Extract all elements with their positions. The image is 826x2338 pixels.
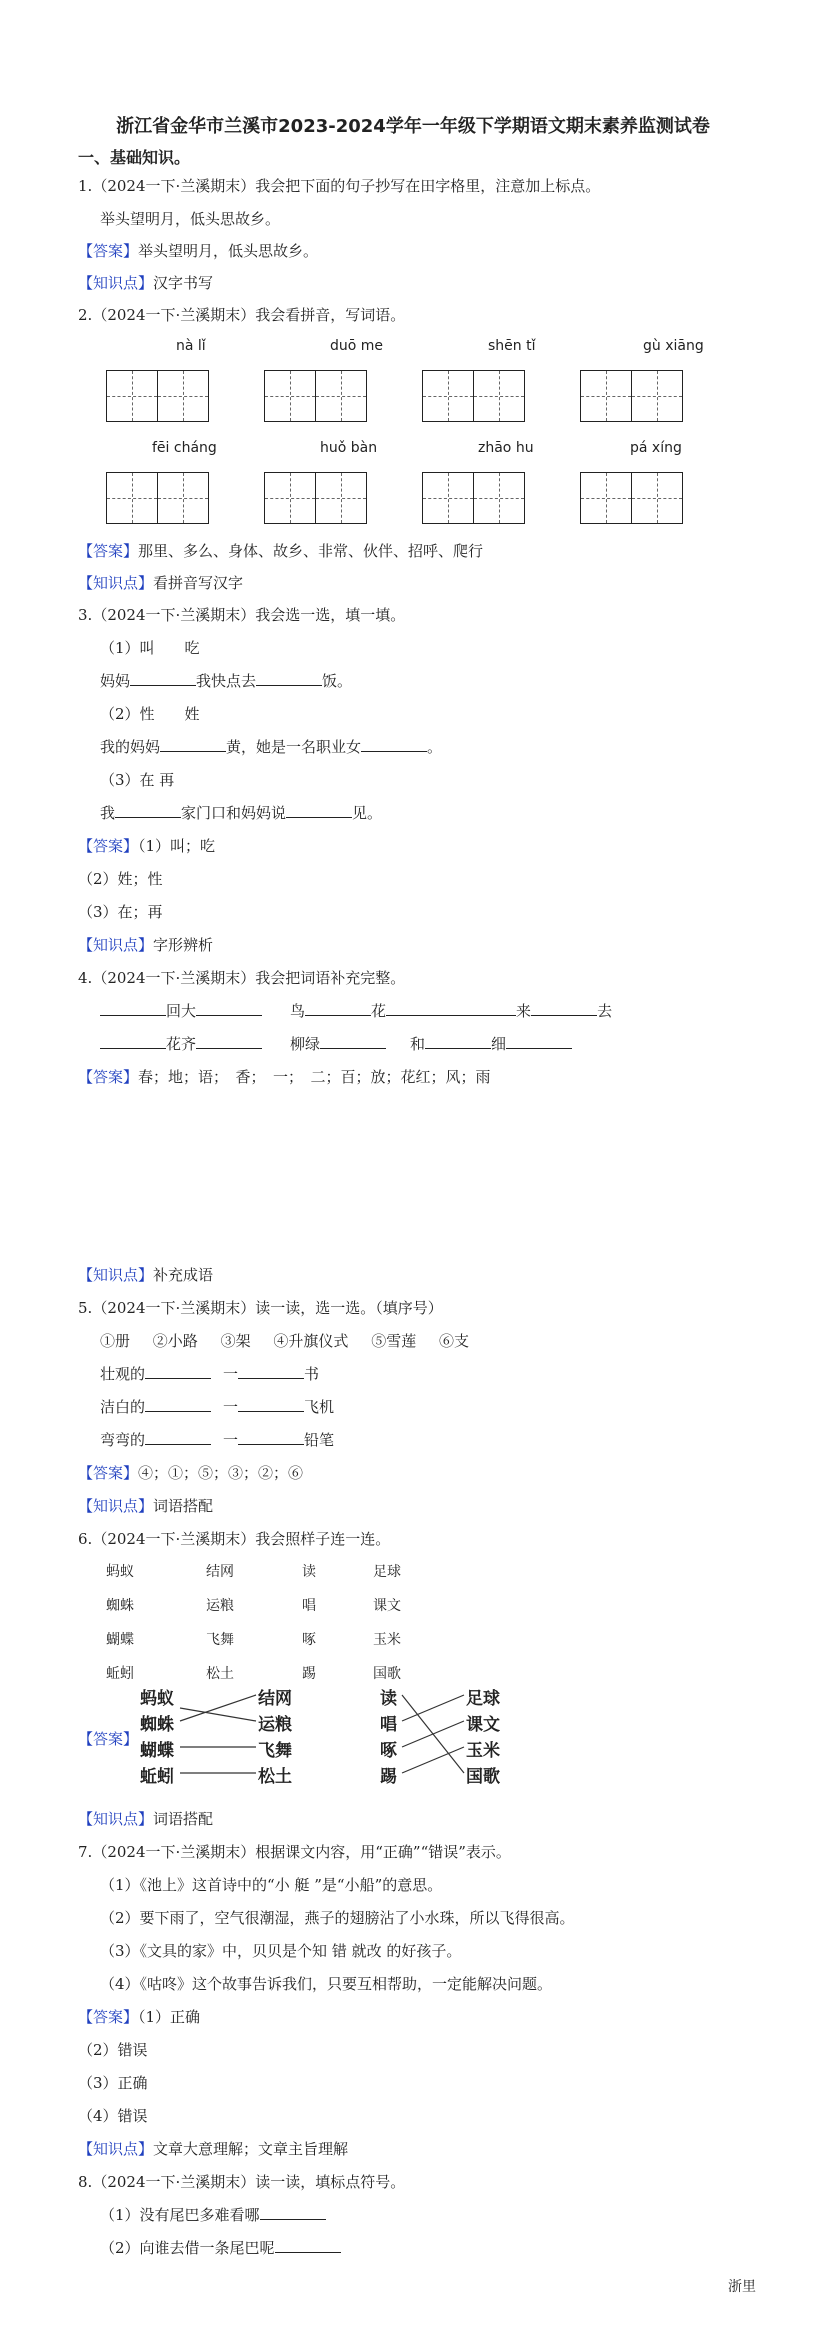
q6-word: 玉米	[373, 1632, 401, 1648]
question-number: 8.	[78, 2173, 93, 2191]
text: 一	[223, 1398, 239, 1416]
section-heading: 一、基础知识。	[78, 148, 191, 167]
knowledge-text: 补充成语	[153, 1266, 214, 1284]
pinyin: zhāo hu	[478, 440, 534, 456]
pinyin: duō me	[330, 338, 384, 354]
answer-text: 春；地；语； 香； 一； 二；百；放；花红；风；雨	[138, 1068, 491, 1086]
q7-answer-4: （4）错误	[78, 2107, 148, 2125]
match-word: 运粮	[258, 1715, 292, 1735]
knowledge-text: 词语搭配	[153, 1497, 214, 1515]
pinyin: nà lǐ	[176, 338, 206, 354]
match-line	[180, 1708, 256, 1721]
question-number: 4.	[78, 969, 93, 987]
q3-options-3: （3）在 再	[100, 771, 175, 789]
q6-word: 蚂蚁	[106, 1564, 134, 1580]
answer-text: 举头望明月，低头思故乡。	[138, 242, 319, 260]
q3-options-1: （1）叫 吃	[100, 639, 200, 657]
knowledge-text: 文章大意理解；文章主旨理解	[153, 2140, 349, 2158]
text: 细	[491, 1035, 507, 1053]
q7-item: （2）要下雨了，空气很潮湿，燕子的翅膀沾了小水珠，所以飞得很高。	[100, 1909, 575, 1927]
text: （1）没有尾巴多难看哪	[100, 2206, 260, 2224]
option: ③架	[220, 1332, 251, 1350]
q6-word: 蚯蚓	[106, 1666, 134, 1682]
fill-blank[interactable]	[275, 2238, 341, 2253]
answer-text: （1）正确	[138, 2008, 201, 2026]
q6-word: 足球	[373, 1564, 401, 1580]
text: 书	[304, 1365, 320, 1383]
answer-label: 【答案】	[78, 2008, 139, 2026]
answer-label: 【答案】	[78, 1730, 139, 1748]
answer-text: （1）叫；吃	[138, 837, 216, 855]
answer-text: 那里、多么、身体、故乡、非常、伙伴、招呼、爬行	[138, 542, 484, 560]
match-line	[402, 1721, 464, 1747]
knowledge-label: 【知识点】	[78, 1266, 154, 1284]
q6-word: 读	[302, 1564, 316, 1580]
question-text: （2024一下·兰溪期末）我会看拼音，写词语。	[92, 306, 406, 324]
answer-label: 【答案】	[78, 242, 139, 260]
text: 。	[427, 738, 443, 756]
question-number: 3.	[78, 606, 93, 624]
question-number: 1.	[78, 177, 93, 195]
knowledge-label: 【知识点】	[78, 1810, 154, 1828]
option: ①册	[100, 1332, 131, 1350]
text: 花齐	[166, 1035, 197, 1053]
match-word: 蚯蚓	[140, 1767, 174, 1787]
question-text: （2024一下·兰溪期末）我会把下面的句子抄写在田字格里，注意加上标点。	[92, 177, 601, 195]
text: 来	[516, 1002, 532, 1020]
match-word: 飞舞	[258, 1741, 292, 1761]
match-word: 足球	[466, 1689, 500, 1709]
page-footer: 浙里	[728, 2279, 756, 2295]
text: 回大	[166, 1002, 197, 1020]
answer-label: 【答案】	[78, 1068, 139, 1086]
question-text: （2024一下·兰溪期末）我会照样子连一连。	[92, 1530, 391, 1548]
question-7	[78, 1841, 511, 1862]
q6-word: 唱	[302, 1598, 316, 1614]
text: 花	[371, 1002, 387, 1020]
text: 和	[410, 1035, 426, 1053]
text: 我	[100, 804, 116, 822]
q3-answer-2: （2）姓；性	[78, 870, 163, 888]
match-word: 唱	[380, 1715, 397, 1735]
q8-item-1	[100, 2204, 326, 2225]
q6-word: 松土	[206, 1666, 234, 1682]
text: （2）向谁去借一条尾巴呢	[100, 2239, 275, 2257]
knowledge-label: 【知识点】	[78, 936, 154, 954]
match-word: 蚂蚁	[140, 1689, 174, 1709]
option: ②小路	[152, 1332, 198, 1350]
text: 铅笔	[304, 1431, 335, 1449]
question-text: （2024一下·兰溪期末）读一读，填标点符号。	[92, 2173, 406, 2191]
text: 弯弯的	[100, 1431, 146, 1449]
q7-answer-2: （2）错误	[78, 2041, 148, 2059]
text: 去	[597, 1002, 613, 1020]
q3-answer-3: （3）在；再	[78, 903, 163, 921]
pinyin: pá xíng	[630, 440, 682, 456]
q7-item: （4）《咕咚》这个故事告诉我们，只要互相帮助，一定能解决问题。	[100, 1975, 553, 1993]
page-title: 浙江省金华市兰溪市2023-2024学年一年级下学期语文期末素养监测试卷	[116, 116, 710, 137]
knowledge-label: 【知识点】	[78, 2140, 154, 2158]
q6-word: 啄	[302, 1632, 316, 1648]
q8-item-2	[100, 2237, 341, 2258]
text: 壮观的	[100, 1365, 146, 1383]
match-word: 国歌	[466, 1767, 500, 1787]
text: 我快点去	[196, 672, 257, 690]
option: ④升旗仪式	[273, 1332, 349, 1350]
answer-label: 【答案】	[78, 1464, 139, 1482]
q6-word: 国歌	[373, 1666, 401, 1682]
q6-word: 结网	[206, 1564, 234, 1580]
q6-word: 蝴蝶	[106, 1632, 134, 1648]
match-word: 蜘蛛	[140, 1715, 174, 1735]
q6-word: 飞舞	[206, 1632, 234, 1648]
q6-knowledge	[78, 1808, 213, 1829]
text: 飞机	[304, 1398, 335, 1416]
answer-text: ④；①；⑤；③；②；⑥	[138, 1464, 304, 1482]
match-word: 蝴蝶	[140, 1741, 174, 1761]
match-line	[180, 1695, 256, 1721]
answer-label: 【答案】	[78, 542, 139, 560]
knowledge-text: 词语搭配	[153, 1810, 214, 1828]
q7-answer-3: （3）正确	[78, 2074, 148, 2092]
text: 妈妈	[100, 672, 131, 690]
knowledge-label: 【知识点】	[78, 574, 154, 592]
match-word: 结网	[258, 1689, 292, 1709]
question-text: （2024一下·兰溪期末）我会选一选，填一填。	[92, 606, 406, 624]
pinyin: huǒ bàn	[320, 440, 378, 456]
match-word: 玉米	[466, 1741, 500, 1761]
knowledge-label: 【知识点】	[78, 1497, 154, 1515]
question-number: 6.	[78, 1530, 93, 1548]
knowledge-label: 【知识点】	[78, 274, 154, 292]
text: 家门口和妈妈说	[181, 804, 287, 822]
text: 见。	[352, 804, 383, 822]
text: 洁白的	[100, 1398, 146, 1416]
q7-knowledge	[78, 2138, 348, 2159]
fill-blank[interactable]	[260, 2205, 326, 2220]
q1-sentence: 举头望明月，低头思故乡。	[100, 210, 281, 228]
pinyin: fēi cháng	[152, 440, 217, 456]
pinyin: gù xiāng	[643, 338, 704, 354]
question-number: 2.	[78, 306, 93, 324]
q7-answer	[78, 2006, 200, 2027]
match-line	[402, 1695, 464, 1721]
text: 一	[223, 1365, 239, 1383]
text: 我的妈妈	[100, 738, 161, 756]
match-word: 课文	[466, 1715, 500, 1735]
q7-item: （1）《池上》这首诗中的“小 艇 ”是“小船”的意思。	[100, 1876, 443, 1894]
q7-item: （3）《文具的家》中，贝贝是个知 错 就改 的好孩子。	[100, 1942, 462, 1960]
knowledge-text: 看拼音写汉字	[153, 574, 244, 592]
text: 柳绿	[290, 1035, 321, 1053]
option: ⑤雪莲	[371, 1332, 417, 1350]
q6-word: 踢	[302, 1666, 316, 1682]
match-word: 啄	[380, 1741, 397, 1761]
knowledge-text: 字形辨析	[153, 936, 214, 954]
knowledge-text: 汉字书写	[153, 274, 214, 292]
match-word: 松土	[258, 1767, 292, 1787]
question-text: （2024一下·兰溪期末）读一读，选一选。（填序号）	[92, 1299, 443, 1317]
q6-word: 课文	[373, 1598, 401, 1614]
answer-label: 【答案】	[78, 837, 139, 855]
text: 一	[223, 1431, 239, 1449]
q6-word: 蜘蛛	[106, 1598, 134, 1614]
question-text: （2024一下·兰溪期末）根据课文内容，用“正确”“错误”表示。	[92, 1843, 511, 1861]
match-line	[402, 1747, 464, 1773]
text: 鸟	[290, 1002, 306, 1020]
match-word: 踢	[380, 1767, 397, 1787]
q6-word: 运粮	[206, 1598, 234, 1614]
text: 饭。	[322, 672, 353, 690]
question-number: 5.	[78, 1299, 93, 1317]
q3-options-2: （2）性 姓	[100, 705, 200, 723]
text: 黄，她是一名职业女	[226, 738, 362, 756]
option: ⑥支	[438, 1332, 469, 1350]
question-8	[78, 2171, 405, 2192]
question-number: 7.	[78, 1843, 93, 1861]
match-word: 读	[380, 1689, 397, 1709]
question-text: （2024一下·兰溪期末）我会把词语补充完整。	[92, 969, 406, 987]
pinyin: shēn tǐ	[488, 338, 536, 354]
